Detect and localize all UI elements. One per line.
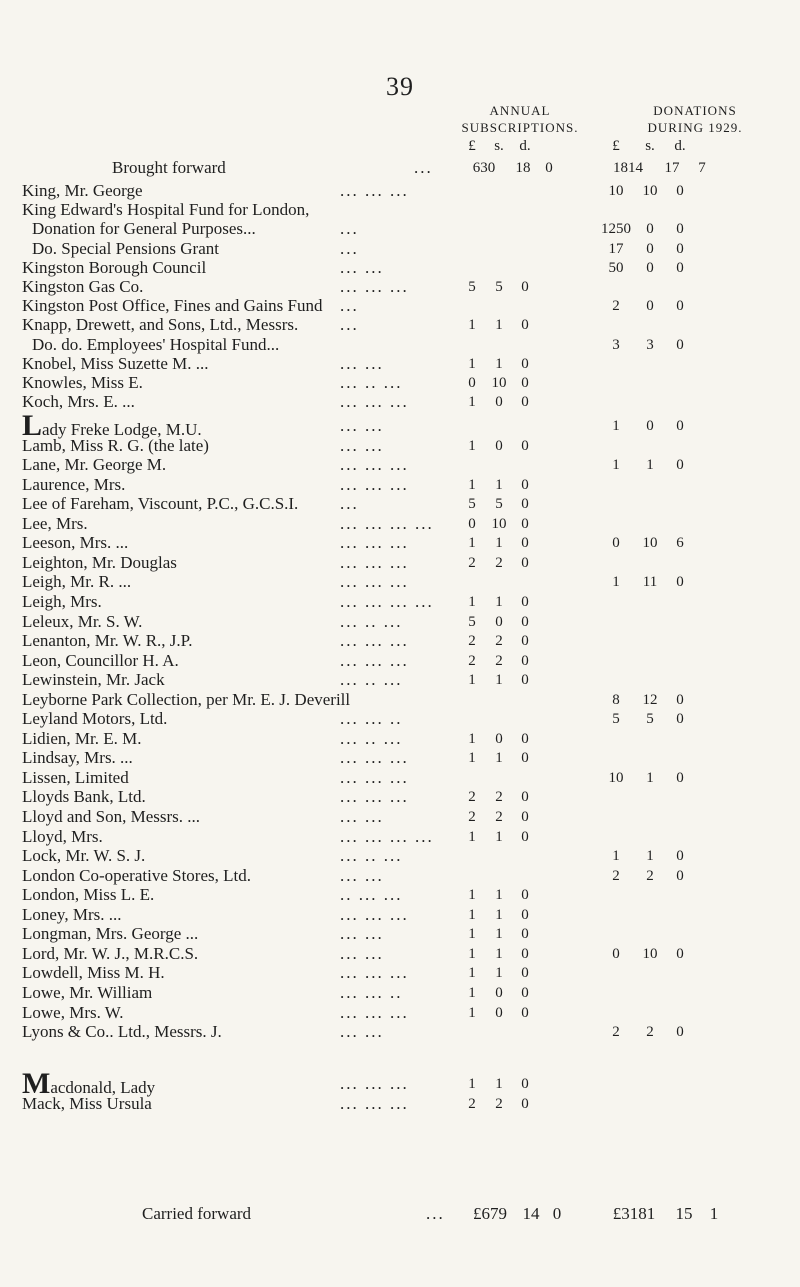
entry-name-text: Koch, Mrs. E. ... [22, 392, 135, 412]
leader-dots: ... ... ... [340, 277, 409, 296]
shillings-value: 1 [495, 945, 503, 962]
unit-pounds: £ [612, 138, 620, 154]
list-item [22, 1021, 800, 1043]
pounds-value: 2 [468, 633, 476, 650]
pence-value: 0 [521, 633, 529, 650]
subscription-amount [458, 391, 538, 413]
unit-pence: d. [519, 138, 531, 154]
pence-value: 6 [676, 535, 684, 552]
leader-dots: ... ... ... [340, 474, 409, 494]
shillings-value: 10 [642, 945, 658, 962]
shillings-value: 1 [495, 593, 503, 610]
brought-forward-donations: 1814 17 7 [613, 160, 706, 176]
leader-dots: ... ... ... [340, 552, 409, 572]
pence-value: 0 [521, 652, 529, 669]
shillings-value: 5 [646, 711, 654, 728]
entry-name-text: Mack, Miss Ursula [22, 1093, 152, 1113]
unit-shillings: s. [645, 138, 655, 154]
pence-value: 0 [676, 336, 684, 353]
pounds-value: 1 [468, 535, 476, 552]
leader-dots: ... .. ... [340, 670, 403, 690]
entry-name-text: Lee of Fareham, Viscount, P.C., G.C.S.I. [22, 494, 299, 514]
pounds-value: 1 [468, 926, 476, 943]
pounds-value: 1 [612, 574, 620, 591]
pence-value: 0 [521, 926, 529, 943]
leader-dots: ... ... ... [340, 650, 409, 670]
pounds-value: 2 [468, 789, 476, 806]
pounds-value: 5 [468, 496, 476, 513]
entry-name-text: Lowe, Mrs. W. [22, 1002, 124, 1022]
entry-name-text: acdonald, Lady [50, 1078, 156, 1097]
entry-name-text: Lloyd and Son, Messrs. ... [22, 807, 201, 826]
carried-forward-donations: £3181 15 1 [612, 1204, 719, 1223]
pounds-value: 2 [468, 809, 476, 825]
leader-dots: ... ... [340, 924, 384, 944]
leader-dots: ... ... [340, 865, 384, 885]
pounds-value: 1 [468, 906, 476, 923]
shillings-value: 2 [495, 809, 503, 825]
entry-name-text: Kingston Gas Co. [22, 277, 144, 296]
entry-name-text: London, Miss L. E. [22, 885, 155, 905]
entry-name-text: Kingston Post Office, Fines and Gains Fund [22, 296, 323, 316]
shillings-value: 5 [495, 279, 503, 295]
pence-value: 0 [521, 809, 529, 825]
pence-value: 0 [676, 848, 684, 865]
pence-value: 0 [676, 945, 684, 962]
entry-name-text: Leigh, Mr. R. ... [22, 572, 132, 592]
shillings-value: 0 [646, 298, 654, 315]
shillings-value: 10 [491, 375, 507, 391]
pounds-value: 1 [468, 317, 476, 334]
entry-name-text: Do. Special Pensions Grant [32, 238, 219, 258]
shillings-value: 1 [495, 906, 503, 923]
shillings-value: 0 [646, 418, 654, 434]
pence-value: 0 [521, 887, 529, 904]
pence-value: 0 [521, 730, 529, 747]
pence-value: 0 [521, 437, 529, 454]
donation-amount [596, 1021, 696, 1043]
shillings-value: 2 [495, 789, 503, 806]
shillings-value: 1 [495, 355, 503, 372]
pounds-value: 1 [468, 593, 476, 610]
leader-dots: ... ... ... [340, 904, 409, 924]
list-item [22, 391, 800, 413]
pence-value: 0 [676, 691, 684, 708]
leader-dots: ... ... ... [340, 572, 409, 592]
shillings-value: 2 [495, 633, 503, 650]
pounds-value: 0 [612, 945, 620, 962]
pence-value: 0 [521, 945, 529, 962]
shillings-value: 2 [495, 1095, 503, 1112]
entry-name-text: Lenanton, Mr. W. R., J.P. [22, 631, 193, 651]
leader-dots: ... ... [340, 416, 384, 435]
entry-name-text: Leighton, Mr. Douglas [22, 552, 177, 572]
leader-dots: ... ... ... [340, 392, 409, 412]
pence-value: 0 [521, 906, 529, 923]
entry-name-text: Lidien, Mr. E. M. [22, 728, 142, 748]
pounds-value: 1 [468, 730, 476, 747]
entry-name-text: Lee, Mrs. [22, 513, 88, 533]
shillings-value: 0 [495, 437, 503, 454]
pence-value: 0 [521, 672, 529, 689]
pence-value: 0 [676, 711, 684, 728]
pence-value: 0 [521, 375, 529, 391]
entry-name-text: Knobel, Miss Suzette M. ... [22, 353, 209, 373]
leader-dots: ... ... [340, 257, 384, 277]
pounds-value: 2 [612, 298, 620, 315]
entry-name-text: Lowdell, Miss M. H. [22, 963, 165, 983]
pounds-value: 1 [468, 984, 476, 1001]
entry-name [22, 1021, 222, 1043]
entry-name [22, 1093, 152, 1115]
pence-value: 0 [521, 828, 529, 845]
pounds-value: 0 [468, 515, 476, 532]
annual-header-line1: ANNUAL [489, 103, 551, 118]
pounds-value: 3 [612, 336, 620, 353]
pence-value: 0 [521, 355, 529, 372]
shillings-value: 1 [495, 476, 503, 493]
pence-value: 0 [521, 476, 529, 493]
shillings-value: 11 [642, 574, 658, 591]
entry-name-text: King Edward's Hospital Fund for London, [22, 200, 310, 220]
pence-value: 0 [676, 1024, 684, 1041]
leader-dots: ... ... ... ... [340, 826, 434, 846]
pounds-value: 17 [608, 240, 624, 257]
pounds-value: 1 [468, 828, 476, 845]
leader-dots: ... ... ... [340, 631, 409, 651]
entry-name-text: Longman, Mrs. George ... [22, 924, 199, 944]
entry-name-text: ady Freke Lodge, M.U. [42, 420, 202, 439]
entry-name-text: Leleux, Mr. S. W. [22, 611, 143, 631]
subscription-amount [458, 1093, 538, 1115]
pence-value: 0 [521, 984, 529, 1001]
leader-dots: ... ... [340, 435, 384, 455]
unit-pence: d. [674, 138, 686, 154]
leader-dots: ... [340, 238, 359, 258]
leader-dots: ... [340, 219, 359, 239]
pence-value: 0 [521, 1095, 529, 1112]
leader-dots: ... ... ... [340, 1093, 409, 1113]
carried-forward-row [22, 1203, 800, 1225]
pounds-value: 2 [468, 1095, 476, 1112]
shillings-value: 10 [642, 535, 658, 552]
shillings-value: 1 [495, 887, 503, 904]
leader-dots: ... .. ... [340, 728, 403, 748]
leader-dots: ... [340, 315, 359, 335]
pounds-value: 2 [468, 554, 476, 571]
shillings-value: 0 [495, 730, 503, 747]
leader-dots: ... [340, 494, 359, 514]
leader-dots: ... .. ... [340, 611, 403, 631]
pence-value: 0 [676, 298, 684, 315]
entry-name-text: Knapp, Drewett, and Sons, Ltd., Messrs. [22, 315, 299, 335]
entry-name-text: Leyland Motors, Ltd. [22, 709, 168, 729]
shillings-value: 1 [495, 672, 503, 689]
pounds-value: 2 [468, 652, 476, 669]
leader-dots: ... .. ... [340, 373, 403, 392]
donations-header-line1: DONATIONS [653, 103, 737, 118]
leader-dots: ... ... ... [340, 787, 409, 807]
brought-forward-subscriptions: 630 18 0 [472, 160, 553, 176]
entry-name-text: Lowe, Mr. William [22, 982, 153, 1002]
entry-name-text: Leigh, Mrs. [22, 591, 102, 611]
pence-value: 0 [521, 789, 529, 806]
shillings-value: 0 [495, 613, 503, 630]
leader-dots: ... ... ... ... [340, 513, 434, 533]
pence-value: 0 [521, 535, 529, 552]
entry-name-text: Knowles, Miss E. [22, 373, 143, 392]
shillings-value: 2 [495, 554, 503, 571]
pence-value: 0 [521, 515, 529, 532]
shillings-value: 2 [646, 867, 654, 884]
shillings-value: 1 [646, 769, 654, 786]
pence-value: 0 [676, 259, 684, 276]
shillings-value: 1 [495, 828, 503, 845]
entry-name-text: Leeson, Mrs. ... [22, 533, 129, 553]
pence-value: 0 [676, 240, 684, 257]
annual-subscriptions-header [440, 102, 600, 136]
leader-dots: ... [340, 296, 359, 316]
leader-dots: ... ... [340, 807, 384, 826]
pounds-value: 1 [468, 887, 476, 904]
pounds-value: 1 [468, 355, 476, 372]
pence-value: 0 [521, 750, 529, 767]
entry-name-text: Lloyds Bank, Ltd. [22, 787, 146, 807]
shillings-value: 1 [646, 848, 654, 865]
brought-forward-label: Brought forward [112, 158, 226, 177]
shillings-value: 1 [495, 535, 503, 552]
shillings-value: 0 [646, 259, 654, 276]
entry-name-text: Lord, Mr. W. J., M.R.C.S. [22, 943, 199, 963]
donations-header-line2: DURING 1929. [647, 120, 743, 135]
annual-units [458, 138, 538, 155]
shillings-value: 1 [495, 750, 503, 767]
leader-dots: ... ... [340, 353, 384, 373]
pounds-value: 1 [468, 750, 476, 767]
entry-name-text: Lindsay, Mrs. ... [22, 748, 133, 768]
pence-value: 0 [676, 457, 684, 474]
pounds-value: 1250 [601, 221, 631, 238]
pence-value: 0 [521, 593, 529, 610]
pounds-value: 1 [468, 945, 476, 962]
entry-name-text: Do. do. Employees' Hospital Fund... [32, 334, 280, 354]
shillings-value: 2 [495, 652, 503, 669]
leader-dots: .. ... ... [340, 885, 403, 905]
brought-forward-row [22, 157, 800, 179]
shillings-value: 1 [495, 317, 503, 334]
pence-value: 0 [521, 1076, 529, 1092]
leader-dots: ... ... ... [340, 1002, 409, 1022]
shillings-value: 0 [495, 394, 503, 411]
pounds-value: 0 [468, 375, 476, 391]
shillings-value: 5 [495, 496, 503, 513]
leader-dots: ... [426, 1204, 445, 1223]
entry-name-text: Lissen, Limited [22, 767, 129, 787]
page-number: 39 [386, 72, 414, 101]
pounds-value: 2 [612, 1024, 620, 1041]
entry-name-text: Laurence, Mrs. [22, 474, 126, 494]
pence-value: 0 [521, 1004, 529, 1021]
donations-header [590, 102, 800, 136]
leader-dots: ... ... ... [340, 767, 409, 787]
shillings-value: 1 [646, 457, 654, 474]
pounds-value: 5 [468, 279, 476, 295]
entry-name-text: Donation for General Purposes... [32, 219, 256, 239]
leader-dots: ... ... ... [340, 181, 409, 200]
leader-dots: ... [414, 158, 433, 177]
pounds-value: 1 [612, 457, 620, 474]
carried-forward-label: Carried forward [142, 1204, 252, 1223]
pounds-value: 1 [612, 848, 620, 865]
shillings-value: 10 [642, 183, 658, 199]
entry-name-text: London Co-operative Stores, Ltd. [22, 865, 251, 885]
entry-name-text: King, Mr. George [22, 181, 143, 200]
section-initial: M [22, 1067, 51, 1100]
pence-value: 0 [521, 965, 529, 982]
pence-value: 0 [676, 769, 684, 786]
entry-name-text: Lane, Mr. George M. [22, 455, 167, 475]
pounds-value: 1 [468, 437, 476, 454]
pence-value: 0 [521, 496, 529, 513]
entry-name-text: Loney, Mrs. ... [22, 904, 122, 924]
entry-name-text: Leon, Councillor H. A. [22, 650, 179, 670]
leader-dots: ... ... .. [340, 709, 403, 729]
pence-value: 0 [676, 574, 684, 591]
carried-forward-subscriptions: £679 14 0 [473, 1204, 562, 1223]
section-initial: L [22, 409, 43, 442]
pence-value: 0 [676, 183, 684, 199]
donation-units [596, 138, 696, 155]
leader-dots: ... ... ... [340, 748, 409, 768]
pounds-value: 0 [612, 535, 620, 552]
annual-header-line2: SUBSCRIPTIONS. [461, 120, 579, 135]
pence-value: 0 [521, 317, 529, 334]
unit-shillings: s. [494, 138, 504, 154]
pence-value: 0 [521, 279, 529, 295]
leader-dots: ... ... ... ... [340, 591, 434, 611]
pence-value: 0 [676, 867, 684, 884]
pounds-value: 5 [612, 711, 620, 728]
shillings-value: 0 [646, 240, 654, 257]
shillings-value: 2 [646, 1024, 654, 1041]
pounds-value: 1 [468, 394, 476, 411]
pence-value: 0 [676, 418, 684, 434]
shillings-value: 1 [495, 1076, 503, 1092]
entry-name-text: Lloyd, Mrs. [22, 826, 103, 846]
shillings-value: 12 [642, 691, 658, 708]
leader-dots: ... ... ... [340, 963, 409, 983]
pounds-value: 1 [468, 476, 476, 493]
pounds-value: 10 [608, 183, 624, 199]
leader-dots: ... .. ... [340, 846, 403, 866]
shillings-value: 0 [495, 1004, 503, 1021]
entry-name-text: Leyborne Park Collection, per Mr. E. J. Deverill [22, 689, 351, 709]
pounds-value: 1 [612, 418, 620, 434]
leader-dots: ... ... [340, 1022, 384, 1042]
pounds-value: 1 [468, 672, 476, 689]
pence-value: 0 [521, 613, 529, 630]
pounds-value: 10 [608, 769, 624, 786]
pounds-value: 1 [468, 1076, 476, 1092]
unit-pounds: £ [468, 138, 476, 154]
entry-name-text: Lewinstein, Mr. Jack [22, 670, 165, 690]
leader-dots: ... ... ... [340, 455, 409, 475]
shillings-value: 10 [491, 515, 507, 532]
pounds-value: 8 [612, 691, 620, 708]
pence-value: 0 [521, 554, 529, 571]
leader-dots: ... ... ... [340, 1074, 409, 1093]
pounds-value: 1 [468, 1004, 476, 1021]
shillings-value: 3 [646, 336, 654, 353]
shillings-value: 1 [495, 965, 503, 982]
shillings-value: 1 [495, 926, 503, 943]
entry-name-text: Lock, Mr. W. S. J. [22, 846, 146, 866]
pounds-value: 2 [612, 867, 620, 884]
pounds-value: 5 [468, 613, 476, 630]
leader-dots: ... ... .. [340, 982, 403, 1002]
pounds-value: 1 [468, 965, 476, 982]
list-item [22, 1093, 800, 1115]
shillings-value: 0 [495, 984, 503, 1001]
pence-value: 0 [521, 394, 529, 411]
shillings-value: 0 [646, 221, 654, 238]
entry-name-text: Kingston Borough Council [22, 257, 207, 277]
leader-dots: ... ... ... [340, 533, 409, 553]
pounds-value: 50 [608, 259, 624, 276]
entry-name-text: Lyons & Co.. Ltd., Messrs. J. [22, 1022, 222, 1042]
pence-value: 0 [676, 221, 684, 238]
entry-name-text: Lamb, Miss R. G. (the late) [22, 435, 209, 455]
leader-dots: ... ... [340, 943, 384, 963]
